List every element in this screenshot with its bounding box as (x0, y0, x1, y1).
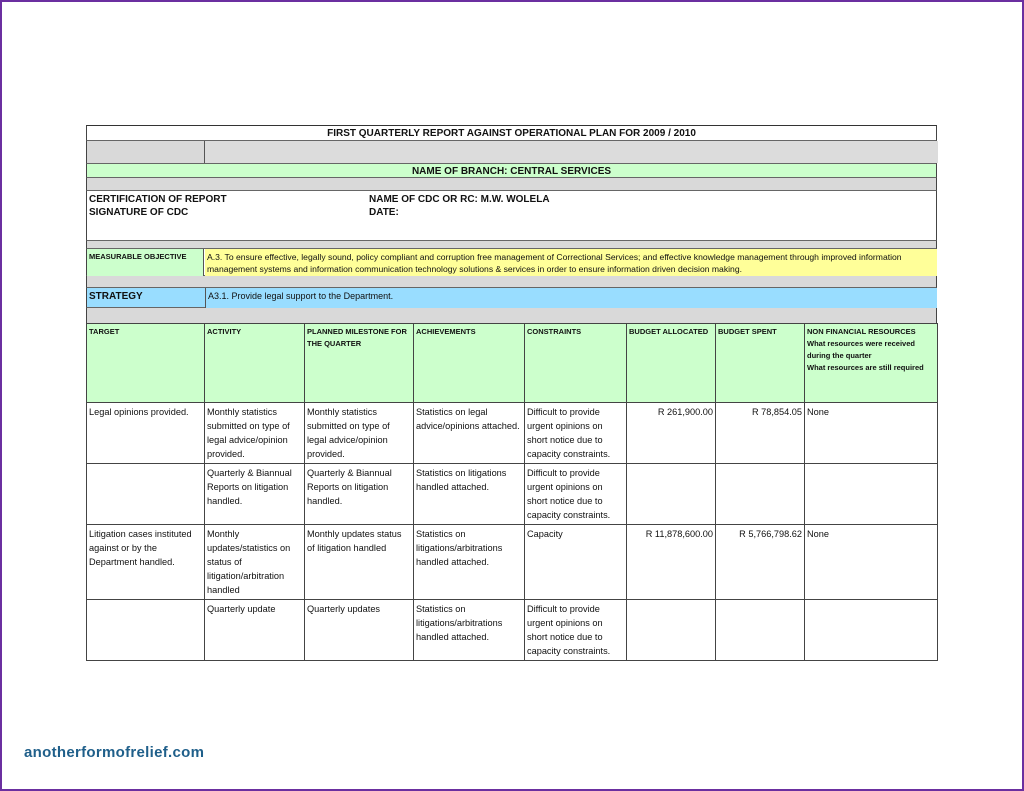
report-sheet (86, 125, 937, 661)
header-target: TARGET (87, 324, 205, 403)
cell-milestone: Monthly updates status of litigation handled (305, 525, 414, 600)
nonfin-line1: What resources were received during the quarter (807, 339, 915, 360)
gray-band (86, 178, 937, 190)
cell-budget-allocated: R 11,878,600.00 (627, 525, 716, 600)
cell-achievements: Statistics on litigations/arbitrations handled attached. (414, 525, 525, 600)
cell-constraints: Capacity (525, 525, 627, 600)
cell-target (87, 600, 205, 661)
cell-constraints: Difficult to provide urgent opinions on short notice due to capacity constraints. (525, 600, 627, 661)
header-budget-spent: BUDGET SPENT (716, 324, 805, 403)
header-activity: ACTIVITY (205, 324, 305, 403)
table-row (87, 464, 938, 525)
cell-activity: Monthly statistics submitted on type of legal advice/opinion provided. (205, 403, 305, 464)
cell-budget-allocated: R 261,900.00 (627, 403, 716, 464)
cell-target: Legal opinions provided. (87, 403, 205, 464)
nonfin-line2: What resources are still required (807, 363, 924, 372)
cell-achievements: Statistics on legal advice/opinions attached. (414, 403, 525, 464)
cell-constraints: Difficult to provide urgent opinions on short notice due to capacity constraints. (525, 464, 627, 525)
cell-target (87, 464, 205, 525)
strategy-text: A3.1. Provide legal support to the Department. (205, 288, 937, 309)
cell-achievements: Statistics on litigations/arbitrations handled attached. (414, 600, 525, 661)
cell-budget-allocated (627, 464, 716, 525)
report-table (86, 323, 938, 661)
watermark-text: anotherformofrelief.com (24, 744, 205, 761)
gray-band (86, 240, 937, 248)
cell-nonfinancial (805, 464, 938, 525)
header-nonfinancial (805, 324, 938, 403)
objective-text: A.3. To ensure effective, legally sound, policy compliant and corruption free management of Correctional Services; and effective knowledge management through improved information management systems and information communication technology solutions & services in order to ensure information driven decision making. (205, 249, 937, 277)
table-row (87, 403, 938, 464)
gray-band (86, 308, 937, 323)
table-row (87, 525, 938, 600)
strategy-label: STRATEGY (89, 291, 143, 302)
date-label: DATE: (369, 207, 399, 218)
branch-name: NAME OF BRANCH: CENTRAL SERVICES (86, 163, 937, 178)
certification-label: CERTIFICATION OF REPORT (89, 194, 227, 205)
certification-block (86, 190, 937, 240)
signature-label: SIGNATURE OF CDC (89, 207, 189, 218)
gray-band (86, 140, 937, 163)
cell-milestone: Quarterly updates (305, 600, 414, 661)
header-achievements: ACHIEVEMENTS (414, 324, 525, 403)
header-budget-allocated: BUDGET ALLOCATED (627, 324, 716, 403)
objective-label: MEASURABLE OBJECTIVE (87, 249, 204, 277)
cell-budget-spent (716, 464, 805, 525)
header-milestone: PLANNED MILESTONE FOR THE QUARTER (305, 324, 414, 403)
cell-activity: Monthly updates/statistics on status of litigation/arbitration handled (205, 525, 305, 600)
cell-target: Litigation cases instituted against or by the Department handled. (87, 525, 205, 600)
cdc-name: NAME OF CDC OR RC: M.W. WOLELA (369, 194, 550, 205)
objective-row (86, 248, 937, 276)
nonfin-title: NON FINANCIAL RESOURCES (807, 327, 916, 336)
report-title: FIRST QUARTERLY REPORT AGAINST OPERATIONAL PLAN FOR 2009 / 2010 (86, 125, 937, 140)
cell-budget-spent (716, 600, 805, 661)
cell-budget-spent: R 78,854.05 (716, 403, 805, 464)
header-constraints: CONSTRAINTS (525, 324, 627, 403)
table-row (87, 600, 938, 661)
cell-activity: Quarterly & Biannual Reports on litigation handled. (205, 464, 305, 525)
cell-activity: Quarterly update (205, 600, 305, 661)
gray-band (86, 276, 937, 287)
cell-milestone: Quarterly & Biannual Reports on litigation handled. (305, 464, 414, 525)
cell-achievements: Statistics on litigations handled attached. (414, 464, 525, 525)
cell-budget-spent: R 5,766,798.62 (716, 525, 805, 600)
strategy-row (86, 287, 937, 308)
cell-nonfinancial (805, 600, 938, 661)
cell-nonfinancial: None (805, 525, 938, 600)
table-header-row (87, 324, 938, 403)
cell-milestone: Monthly statistics submitted on type of legal advice/opinion provided. (305, 403, 414, 464)
cell-nonfinancial: None (805, 403, 938, 464)
cell-constraints: Difficult to provide urgent opinions on short notice due to capacity constraints. (525, 403, 627, 464)
cell-budget-allocated (627, 600, 716, 661)
